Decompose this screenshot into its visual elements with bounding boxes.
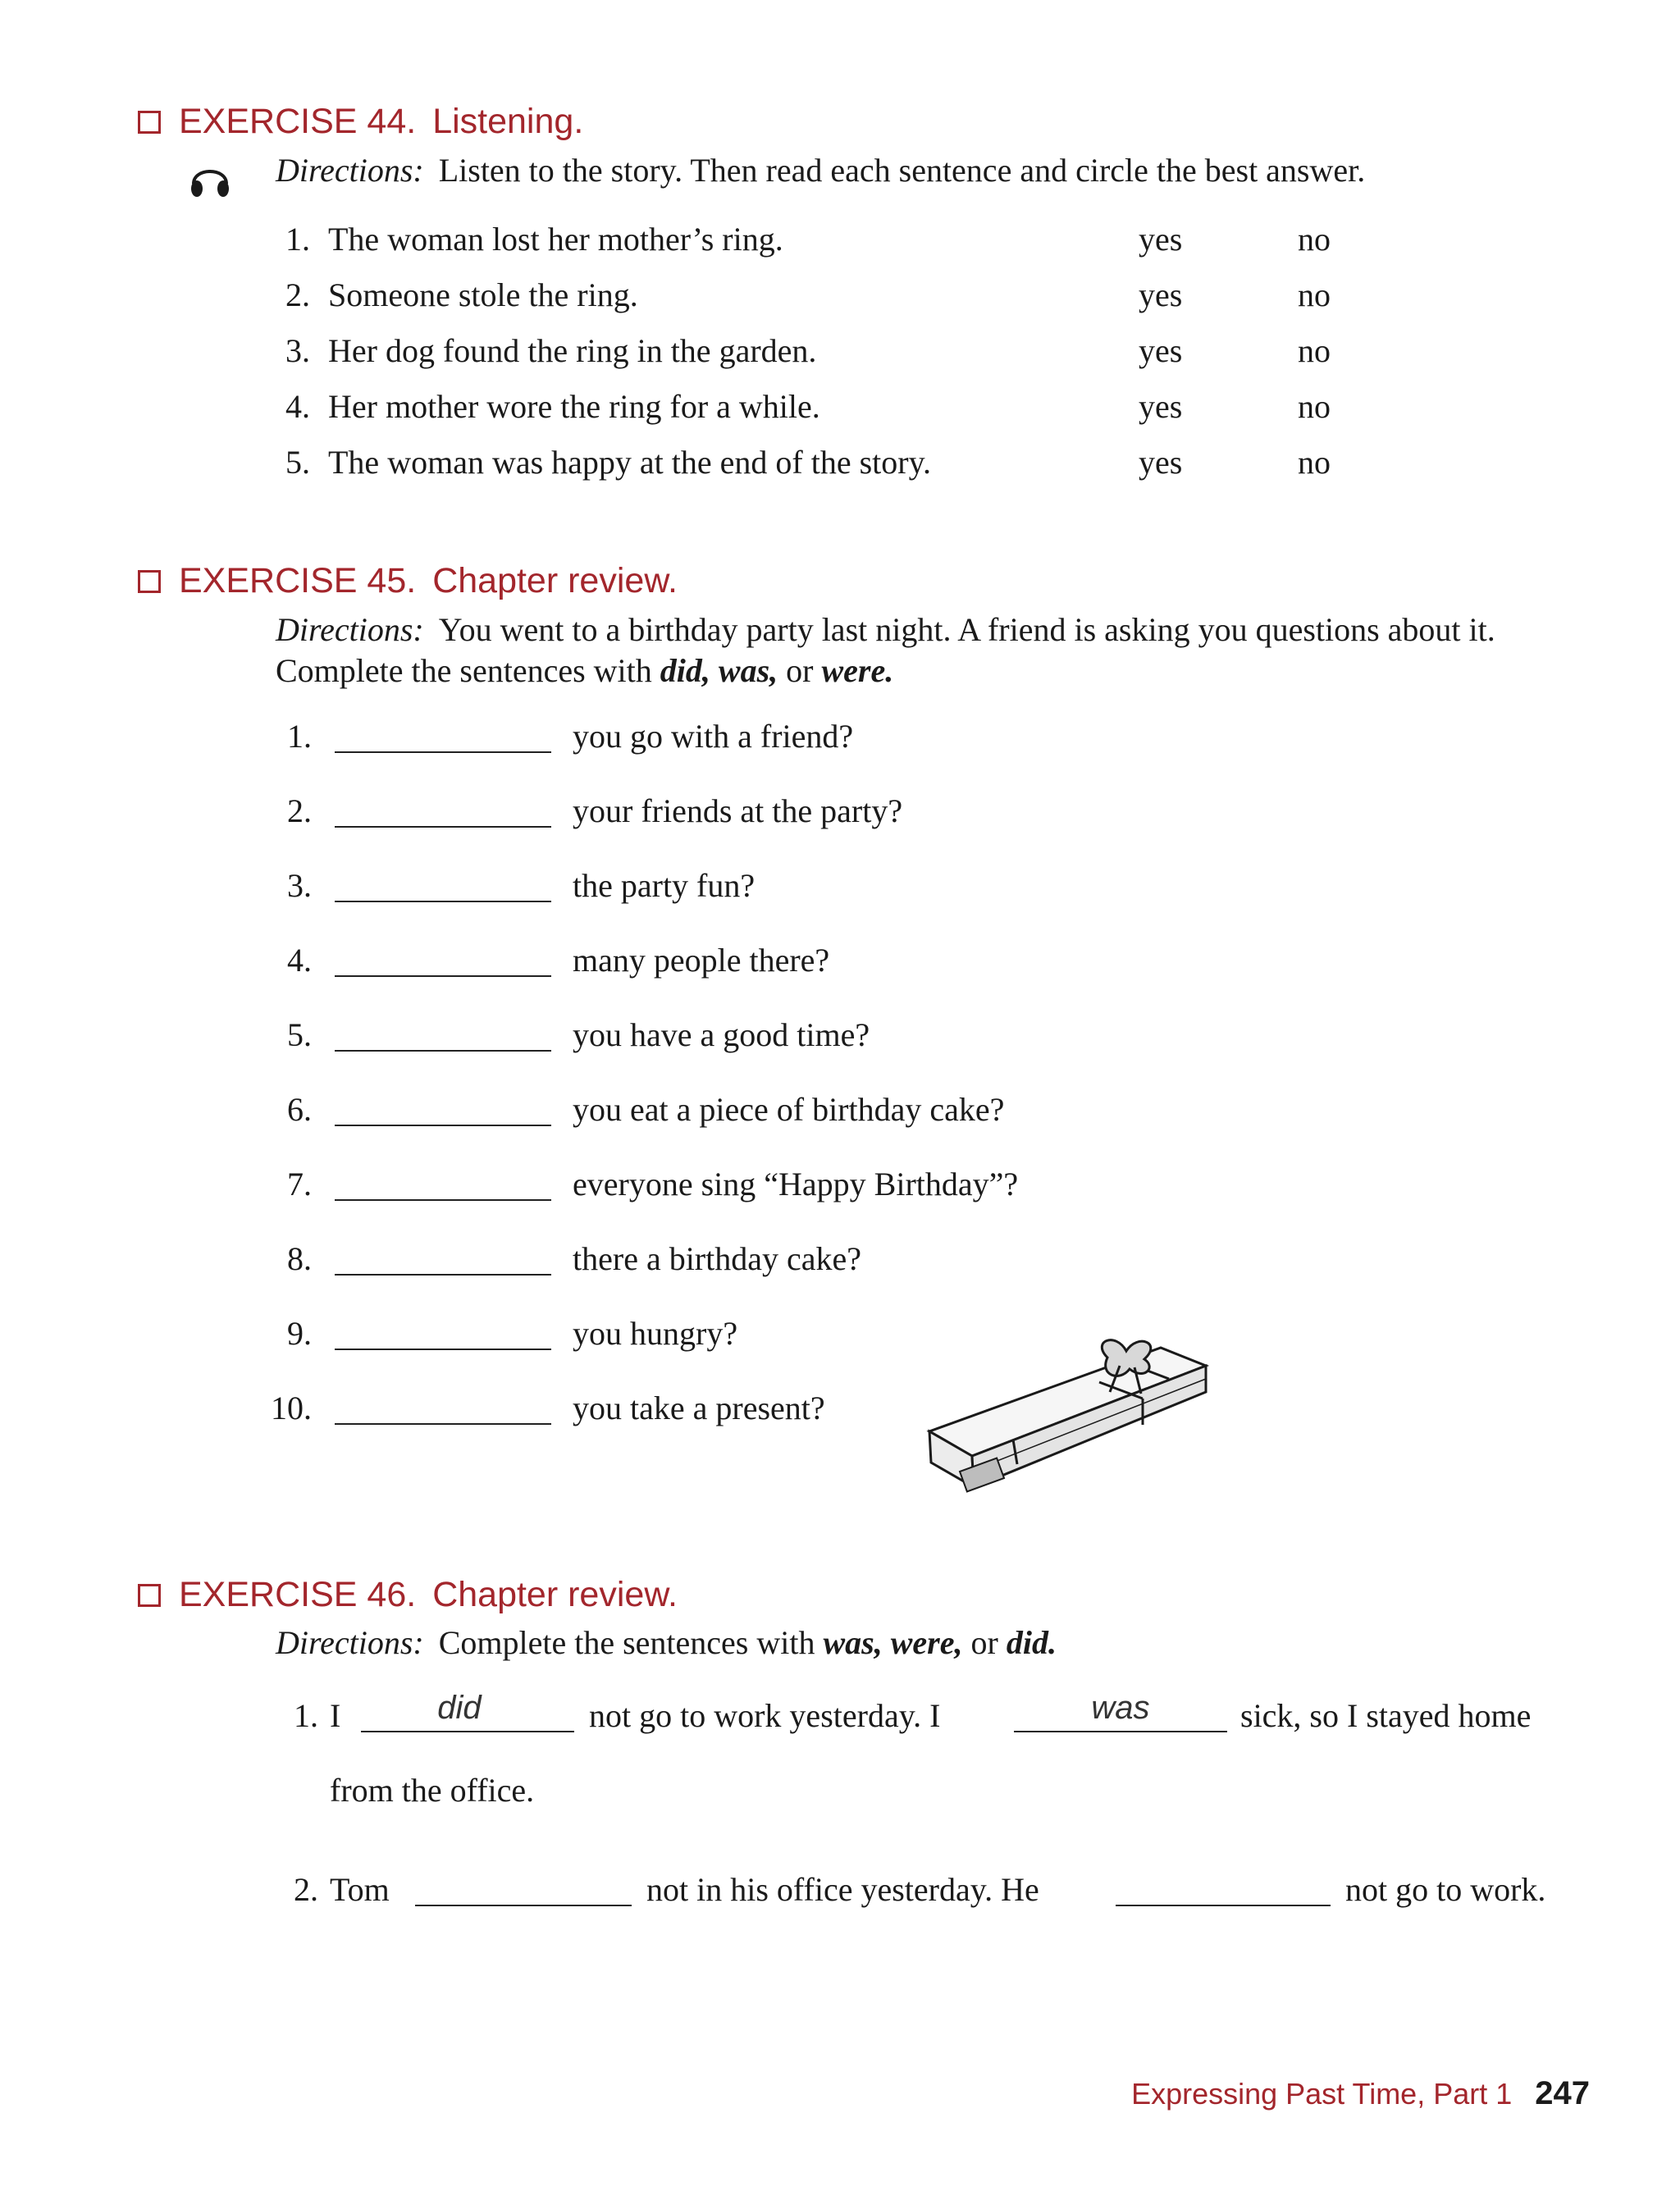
answer-blank[interactable] bbox=[335, 826, 551, 828]
answer-blank[interactable] bbox=[335, 1199, 551, 1201]
sentence-part: not go to work yesterday. I bbox=[589, 1697, 941, 1734]
item-sentence: Someone stole the ring. bbox=[328, 276, 638, 313]
sentence-part: Tom bbox=[330, 1871, 390, 1908]
filled-answer: did bbox=[437, 1690, 482, 1726]
item-number: 7. bbox=[287, 1166, 312, 1203]
item-sentence: Her dog found the ring in the garden. bbox=[328, 332, 817, 369]
keyword-was: was, bbox=[823, 1624, 883, 1661]
answer-blank[interactable] bbox=[335, 1125, 551, 1126]
answer-blank[interactable] bbox=[335, 975, 551, 977]
no-option[interactable]: no bbox=[1298, 388, 1331, 425]
page-footer bbox=[1131, 2075, 1590, 2112]
item-number: 8. bbox=[287, 1240, 312, 1277]
item-sentence: your friends at the party? bbox=[573, 792, 903, 829]
yes-option[interactable]: yes bbox=[1139, 276, 1183, 313]
yes-option[interactable]: yes bbox=[1139, 332, 1183, 369]
yes-option[interactable]: yes bbox=[1139, 444, 1183, 481]
answer-blank[interactable] bbox=[1116, 1905, 1331, 1906]
directions-label: Directions: bbox=[276, 611, 424, 648]
answer-blank[interactable] bbox=[361, 1731, 574, 1732]
page-number: 247 bbox=[1535, 2075, 1590, 2111]
item-sentence: many people there? bbox=[573, 942, 830, 979]
no-option[interactable]: no bbox=[1298, 444, 1331, 481]
exercise-46-heading bbox=[138, 1575, 678, 1615]
answer-blank[interactable] bbox=[335, 901, 551, 902]
chapter-title: Expressing Past Time, Part 1 bbox=[1131, 2077, 1513, 2111]
yes-option[interactable]: yes bbox=[1139, 221, 1183, 258]
no-option[interactable]: no bbox=[1298, 276, 1331, 313]
item-sentence: Her mother wore the ring for a while. bbox=[328, 388, 820, 425]
exercise-46-title: Chapter review. bbox=[432, 1575, 678, 1614]
item-sentence: you go with a friend? bbox=[573, 718, 854, 755]
item-number: 3. bbox=[285, 332, 310, 369]
sentence-part: not go to work. bbox=[1345, 1871, 1546, 1908]
item-sentence: the party fun? bbox=[573, 867, 756, 904]
exercise-44-title: Listening. bbox=[432, 102, 584, 141]
directions-text: Complete the sentences with bbox=[438, 1624, 815, 1661]
keyword-did: did. bbox=[1006, 1624, 1057, 1661]
item-number: 1. bbox=[287, 718, 312, 755]
yes-option[interactable]: yes bbox=[1139, 388, 1183, 425]
item-number: 6. bbox=[287, 1091, 312, 1128]
no-option[interactable]: no bbox=[1298, 332, 1331, 369]
item-number: 4. bbox=[287, 942, 312, 979]
keyword-did: did, bbox=[660, 652, 710, 689]
exercise-46-number: EXERCISE 46. bbox=[179, 1575, 417, 1614]
sentence-part: from the office. bbox=[330, 1772, 535, 1809]
exercise-44-number: EXERCISE 44. bbox=[179, 102, 417, 141]
answer-blank[interactable] bbox=[415, 1905, 632, 1906]
exercise-45-directions bbox=[276, 609, 1555, 691]
exercise-46-directions bbox=[276, 1622, 1555, 1663]
exercise-45-heading bbox=[138, 561, 678, 601]
item-number: 2. bbox=[287, 792, 312, 829]
exercise-45-title: Chapter review. bbox=[432, 561, 678, 600]
exercise-44-directions bbox=[276, 150, 1555, 191]
sentence-part: sick, so I stayed home bbox=[1240, 1697, 1532, 1734]
item-sentence: you take a present? bbox=[573, 1390, 825, 1426]
exercise-46-checkbox[interactable] bbox=[138, 1584, 161, 1607]
answer-blank[interactable] bbox=[1014, 1731, 1227, 1732]
item-number: 4. bbox=[285, 388, 310, 425]
exercise-44-checkbox[interactable] bbox=[138, 111, 161, 134]
item-sentence: The woman was happy at the end of the story. bbox=[328, 444, 931, 481]
directions-or: or bbox=[786, 652, 814, 689]
keyword-were: were. bbox=[821, 652, 894, 689]
item-sentence: you eat a piece of birthday cake? bbox=[573, 1091, 1005, 1128]
item-sentence: The woman lost her mother’s ring. bbox=[328, 221, 783, 258]
directions-text: You went to a birthday party last night. A friend is asking you questions about it. Complete the sentences with bbox=[276, 611, 1495, 689]
item-number: 2. bbox=[294, 1871, 318, 1908]
item-number: 5. bbox=[287, 1016, 312, 1053]
item-sentence: everyone sing “Happy Birthday”? bbox=[573, 1166, 1019, 1203]
exercise-44-heading bbox=[138, 102, 583, 142]
answer-blank[interactable] bbox=[335, 1349, 551, 1350]
item-number: 5. bbox=[285, 444, 310, 481]
sentence-part: I bbox=[330, 1697, 341, 1734]
filled-answer: was bbox=[1091, 1690, 1150, 1726]
item-sentence: there a birthday cake? bbox=[573, 1240, 862, 1277]
directions-label: Directions: bbox=[276, 1624, 424, 1661]
keyword-were: were, bbox=[890, 1624, 963, 1661]
item-sentence: you have a good time? bbox=[573, 1016, 870, 1053]
gift-box-illustration bbox=[923, 1333, 1210, 1509]
item-number: 10. bbox=[271, 1390, 312, 1426]
item-number: 2. bbox=[285, 276, 310, 313]
item-sentence: you hungry? bbox=[573, 1315, 738, 1352]
answer-blank[interactable] bbox=[335, 1050, 551, 1052]
sentence-part: not in his office yesterday. He bbox=[646, 1871, 1039, 1908]
no-option[interactable]: no bbox=[1298, 221, 1331, 258]
item-number: 1. bbox=[294, 1697, 318, 1734]
item-number: 9. bbox=[287, 1315, 312, 1352]
headphones-icon bbox=[187, 156, 233, 202]
answer-blank[interactable] bbox=[335, 751, 551, 753]
directions-or: or bbox=[970, 1624, 998, 1661]
directions-label: Directions: bbox=[276, 152, 424, 189]
answer-blank[interactable] bbox=[335, 1274, 551, 1276]
exercise-45-number: EXERCISE 45. bbox=[179, 561, 417, 600]
directions-text: Listen to the story. Then read each sentence and circle the best answer. bbox=[438, 152, 1366, 189]
answer-blank[interactable] bbox=[335, 1423, 551, 1425]
exercise-45-checkbox[interactable] bbox=[138, 570, 161, 593]
item-number: 3. bbox=[287, 867, 312, 904]
keyword-was: was, bbox=[718, 652, 778, 689]
item-number: 1. bbox=[285, 221, 310, 258]
